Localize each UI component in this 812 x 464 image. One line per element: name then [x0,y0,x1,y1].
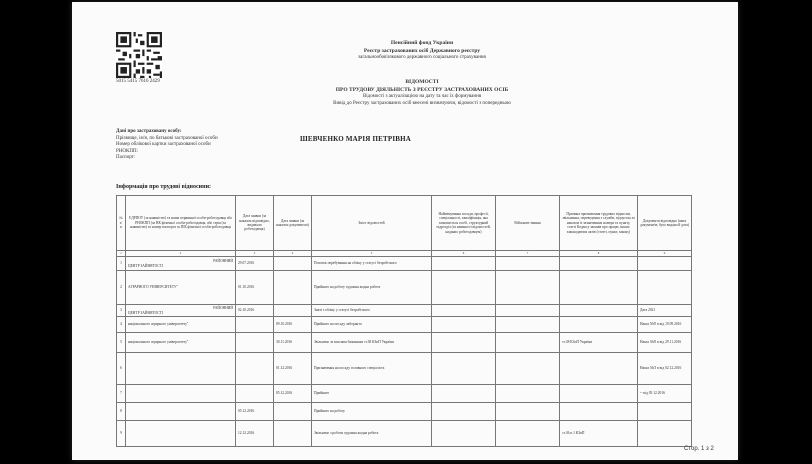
table-header-cell: Військове звання [496,196,560,251]
table-cell-n: 3 [117,305,126,317]
table-cell-d2: 09.10.2016 [274,317,312,333]
table-cell-d2 [274,403,312,421]
table-cell-content: Прийнято на роботу художня жодна робота [312,271,432,305]
column-number: 9 [638,251,692,257]
table-cell-doc: Наказ 36/0 в від 29.11.2016 [638,333,692,353]
table-title: Інформація про трудові відносини: [116,184,212,190]
table-cell-content: Зняті з обліку у статусі безробітного [312,305,432,317]
document-note-2: Вивід до Реєстру застрахованих осіб внесені визначуючи, відомості з попередньою [333,100,511,106]
table-row [117,403,692,421]
table-header-cell: Найменування посади, професії, спеціальності, кваліфікація, яка зазначається особі, структурний підрозділ (за наявності відомостей, наданих роботодавцем) [432,196,496,251]
employer-name: національного аграрного університету" [128,340,189,345]
table-cell-pos [432,403,496,421]
table-cell-content: Звільнено за власним бажанням ст.38 КЗпП України [312,333,432,353]
document-page [72,2,738,460]
table-cell-pos [432,385,496,403]
table-cell-pos [432,333,496,353]
table-cell-rank [496,257,560,271]
registry-name: Реєстр застрахованих осіб Державного реєстру [363,47,481,54]
table-cell-n: 2 [117,271,126,305]
employer-name: ЦЕНТР ЗАЙНЯТОСТІ [128,310,164,315]
registry-subtitle: загальнообов'язкового державного соціального страхування [358,55,486,60]
table-cell-d1: 01.10.2016 [236,271,274,305]
table-cell-reason: ст.38 КЗпП України [560,333,638,353]
table-cell-d1 [236,317,274,333]
table-row [117,421,692,447]
table-cell-n: 9 [117,421,126,447]
employer-name-top: РАЙОННИЙ [213,259,233,264]
table-cell-reason: ст.36 п.1 КЗпП [560,421,638,447]
table-cell-rank [496,403,560,421]
table-cell-doc: Наказ 36/3 в від 02.12.2016 [638,353,692,385]
column-number: 4 [274,251,312,257]
table-cell-content: Призначення на посаду головного спеціаліста [312,353,432,385]
table-cell-emp [126,403,236,421]
column-number: 2 [126,251,236,257]
table-cell-emp [126,257,236,271]
column-number: 8 [560,251,638,257]
person-heading: Дані про застраховану особу: [116,129,182,134]
employer-name-top: РАЙОННИЙ [213,306,233,311]
table-cell-d1: 29.07.2016 [236,257,274,271]
table-cell-doc [638,271,692,305]
table-cell-d1: 12.12.2016 [236,421,274,447]
table-cell-emp [126,305,236,317]
table-cell-n: 8 [117,403,126,421]
table-header-cell: Причина призначення трудових відносин, звільнення, переведення з служби, відпустка за наказом із зазначенням номера та пункту, статті Кодексу законів про працю, інших законодавчих актів (статті, пункт, закону) [560,196,638,251]
document-title: ВІДОМОСТІ [405,79,439,85]
table-cell-rank [496,317,560,333]
table-cell-emp [126,333,236,353]
page-number: Стор. 1 з 2 [684,446,714,452]
table-cell-d1 [236,385,274,403]
table-cell-d2 [274,305,312,317]
document-note-1: Відомості з актуалізацією на дату та час їх формування [362,94,482,99]
table-cell-pos [432,271,496,305]
table-cell-content: Початок перебування на обліку у статусі безробітного [312,257,432,271]
table-cell-reason [560,317,638,333]
table-cell-n: 4 [117,317,126,333]
table-row [117,333,692,353]
document-subtitle: ПРО ТРУДОВУ ДІЯЛЬНІСТЬ З РЕЄСТРУ ЗАСТРАХОВАНИХ ОСІБ [335,86,509,93]
card-label: Номер облікової картки застрахованої особи [116,142,211,147]
table-cell-pos [432,421,496,447]
table-cell-content: Прийнято [312,385,432,403]
table-cell-n: 6 [117,353,126,385]
table-cell-reason [560,305,638,317]
table-cell-doc [638,257,692,271]
table-cell-d1 [236,353,274,385]
table-cell-doc [638,403,692,421]
table-cell-pos [432,317,496,333]
fund-header [282,40,562,62]
table-cell-content: Прийнято на посаду лаборанта [312,317,432,333]
table-cell-content: Прийнято на роботу [312,403,432,421]
table-cell-doc: Дата 2021 [638,305,692,317]
column-number: 5 [312,251,432,257]
table-cell-rank [496,385,560,403]
column-number: 7 [496,251,560,257]
table-cell-d1: 05.12.2016 [236,403,274,421]
table-cell-doc: Наказ 50/0 в від 10.09.2016 [638,317,692,333]
table-cell-reason [560,257,638,271]
table-cell-rank [496,333,560,353]
table-header-cell: Дата заявки (за наказом документом) [274,196,312,251]
table-row [117,271,692,305]
column-number: 1 [117,251,126,257]
table-cell-emp [126,353,236,385]
table-row [117,257,692,271]
fund-name: Пенсійний фонд України [390,40,454,46]
table-cell-reason [560,353,638,385]
table-cell-emp [126,421,236,447]
employer-name: ЦЕНТР ЗАЙНЯТОСТІ [128,263,164,268]
table-row [117,305,692,317]
table-cell-reason [560,271,638,305]
table-row [117,385,692,403]
table-cell-rank [496,305,560,317]
table-header-cell: № з/п [117,196,126,251]
table-cell-d2: 01.12.2016 [274,353,312,385]
column-number: 6 [432,251,496,257]
column-number: 3 [236,251,274,257]
person-section [116,129,218,162]
table-cell-pos [432,305,496,317]
qr-code-icon [116,32,162,78]
table-cell-pos [432,257,496,271]
table-cell-d2: 30.11.2016 [274,333,312,353]
table-cell-d2 [274,257,312,271]
document-title-block [282,79,562,107]
table-cell-rank [496,421,560,447]
table-cell-d1 [236,333,274,353]
table-cell-n: 7 [117,385,126,403]
table-cell-d2 [274,421,312,447]
name-label: Прізвище, ім'я, по батькові застрахованої особи [116,135,218,141]
table-cell-content: Звільнено з роботи художня жодна робота [312,421,432,447]
table-cell-reason [560,385,638,403]
table-cell-rank [496,353,560,385]
passport-label: Паспорт: [116,155,136,160]
table-cell-doc [638,421,692,447]
table-header-cell: Зміст відомостей [312,196,432,251]
table-cell-d2 [274,271,312,305]
rnokpp-label: РНОКПП: [116,148,138,154]
table-cell-n: 1 [117,257,126,271]
table-cell-d2: 05.12.2016 [274,385,312,403]
employer-name: АГРАРНОГО УНІВЕРСИТЕТУ" [128,285,179,290]
table-cell-emp [126,385,236,403]
table-header-row [117,196,692,251]
table-cell-d1: 02.10.2016 [236,305,274,317]
table-header-cell: Документи відповідно (яких документів, було видано й дата) [638,196,692,251]
table-header-cell: Дата заявки (за наказом відповідно, видавали роботодавця) [236,196,274,251]
table-row [117,317,692,333]
table-cell-rank [496,271,560,305]
table-row [117,353,692,385]
table-cell-n: 5 [117,333,126,353]
table-header-cell: ЄДРПОУ (за наявністю) та назва первинної особи-роботодавця або РНОКПП (за НК фізичної особи-роботодавця, або серія (за наявністю) та номер паспорта за ПІБ фізичної особи-роботодавця [126,196,236,251]
table-cell-doc: -- від 05.12.2016 [638,385,692,403]
table-cell-emp [126,317,236,333]
table-cell-pos [432,353,496,385]
table-cell-reason [560,403,638,421]
person-full-name: ШЕВЧЕНКО МАРІЯ ПЕТРІВНА [300,135,412,143]
employment-table [116,195,692,447]
table-cell-emp [126,271,236,305]
employer-name: національного аграрного університету" [128,322,189,327]
qr-number: 5015 5415 7616 2429 [116,79,160,84]
